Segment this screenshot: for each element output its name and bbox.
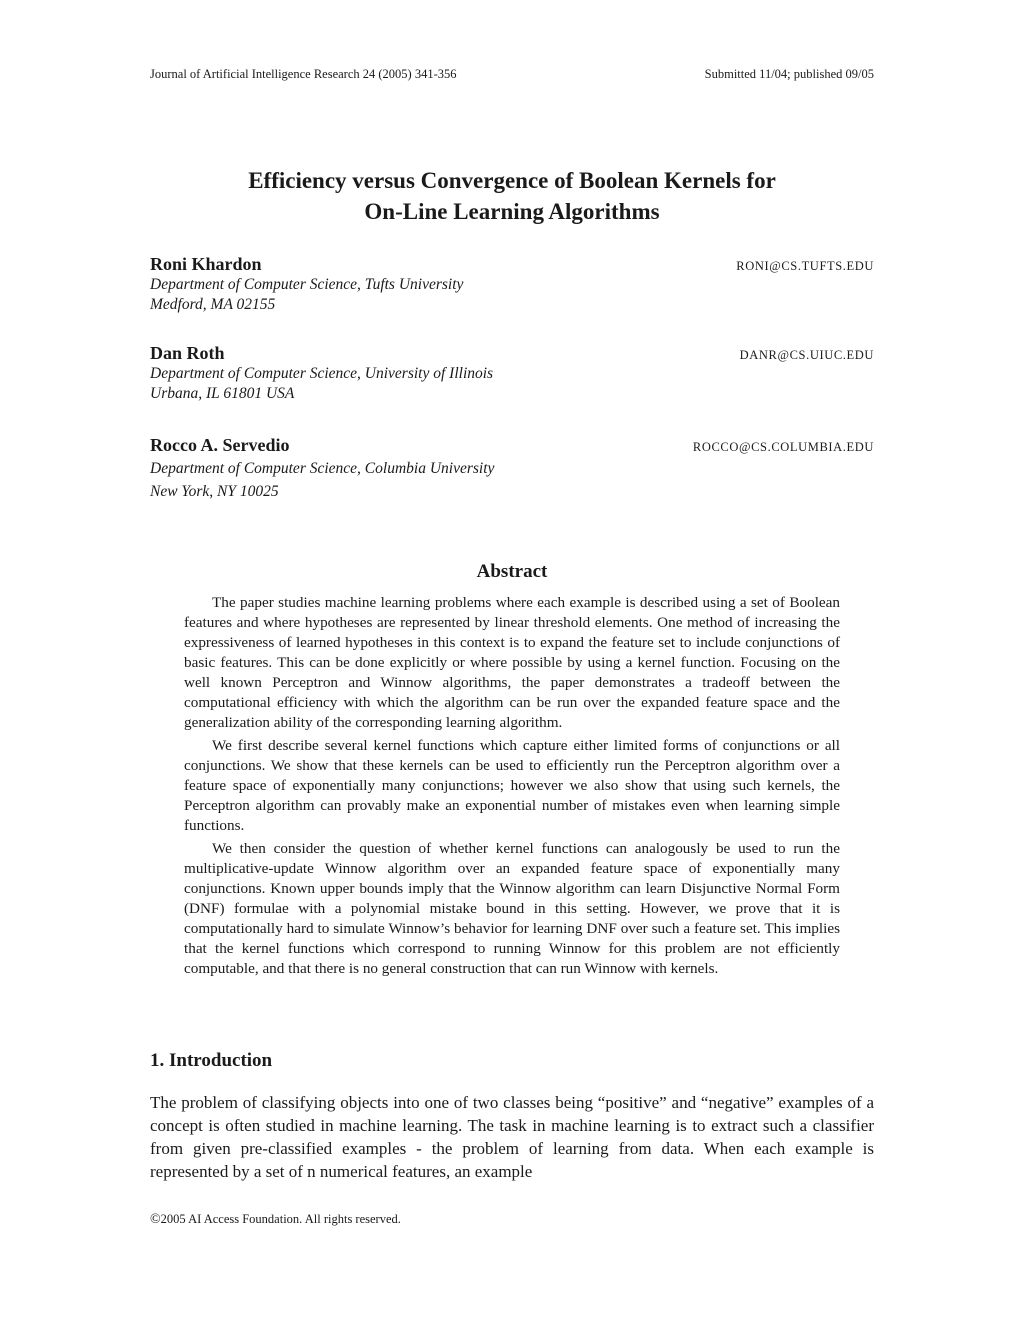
paper-title [150,165,874,227]
author-email: ROCCO@CS.COLUMBIA.EDU [692,440,874,454]
running-header [150,67,874,82]
abstract-paragraph: We first describe several kernel functions which capture either limited forms of conjunctions or all conjunctions. We show that these kernels can be used to efficiently run the Perceptron algorithm over a feature space of exponentially many conjunctions; however we also show that using such kernels, the Perceptron algorithm can provably make an exponential number of mistakes even when learning simple functions. [184,737,840,834]
title-line-2: On-Line Learning Algorithms [364,199,660,224]
author-email: RONI@CS.TUFTS.EDU [736,259,874,273]
author-name: Roni Khardon [150,254,262,274]
author-name: Rocco A. Servedio [150,435,290,455]
author-affiliation: Department of Computer Science, Columbia University [150,460,495,477]
title-line-1: Efficiency versus Convergence of Boolean Kernels for [248,168,776,193]
abstract-paragraph: The paper studies machine learning problems where each example is described using a set of Boolean features and where hypotheses are represented by linear threshold elements. One method of increasing the expressiveness of learned hypotheses in this context is to expand the feature set to include conjunctions of basic features. This can be done explicitly or where possible by using a kernel function. Focusing on the well known Perceptron and Winnow algorithms, the paper demonstrates a tradeoff between the computational efficiency with which the algorithm can be run over the expanded feature space and the generalization ability of the corresponding learning algorithm. [184,594,840,731]
journal-citation: Journal of Artificial Intelligence Research 24 (2005) 341-356 [150,67,457,81]
author-affiliation: Department of Computer Science, Tufts University [150,276,464,293]
author-address: New York, NY 10025 [150,483,279,500]
copyright-text: 2005 AI Access Foundation. All rights reserved. [160,1212,401,1226]
abstract-paragraph: We then consider the question of whether kernel functions can analogously be used to run the multiplicative-update Winnow algorithm over an expanded feature space of exponentially many conjunctions. Known upper bounds imply that the Winnow algorithm can learn Disjunctive Normal Form (DNF) formulae with a polynomial mistake bound in this setting. However, we prove that it is computationally hard to simulate Winnow’s behavior for learning DNF over such a feature set. This implies that the kernel functions which correspond to running Winnow for this problem are not efficiently computable, and that there is no general construction that can run Winnow with kernels. [184,840,840,977]
submission-dates: Submitted 11/04; published 09/05 [704,67,874,81]
paper-page [150,0,874,1325]
section-heading: 1. Introduction [150,1050,273,1071]
abstract-body [184,593,840,982]
copyright-footer [150,1212,401,1228]
author-email: DANR@CS.UIUC.EDU [739,348,874,362]
copyright-symbol: © [150,1212,161,1227]
author-affiliation: Department of Computer Science, University of Illinois [150,365,494,382]
author-block-3 [150,435,874,502]
author-block-1 [150,254,874,315]
abstract-heading: Abstract [476,561,548,582]
author-name: Dan Roth [150,343,225,363]
author-block-2 [150,343,874,404]
author-address: Urbana, IL 61801 USA [150,385,295,402]
introduction-paragraph: The problem of classifying objects into one of two classes being “positive” and “negative” examples of a concept is often studied in machine learning. The task in machine learning is to extract such a classifier from given pre-classified examples - the problem of learning from data. When each example is represented by a set of n numerical features, an example [150,1093,874,1181]
author-address: Medford, MA 02155 [150,296,276,313]
